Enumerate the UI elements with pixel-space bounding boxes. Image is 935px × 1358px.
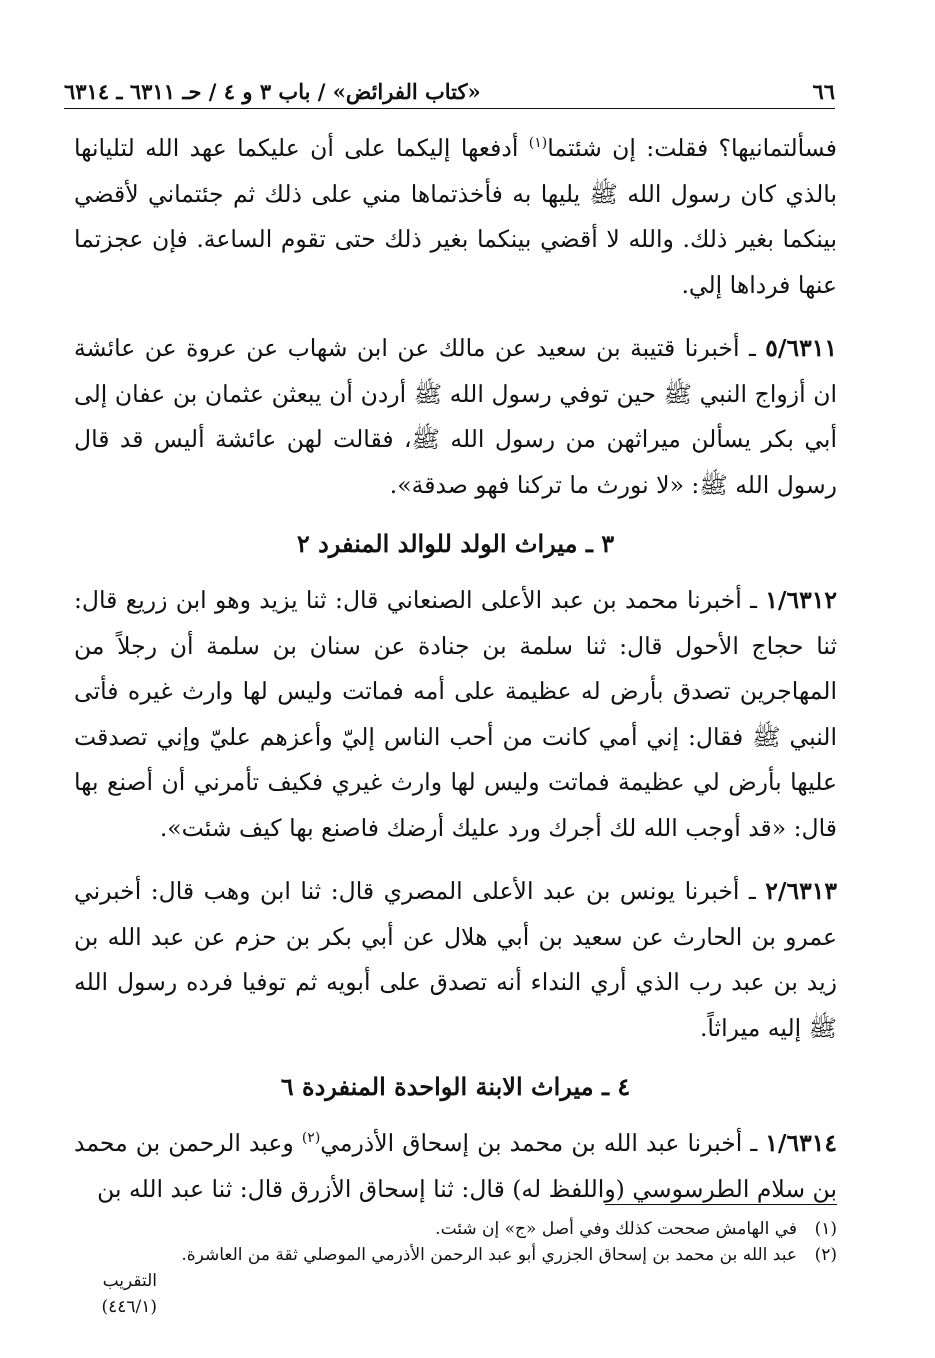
hadith-6312 <box>74 578 837 851</box>
page-header <box>64 64 835 109</box>
footnote-2 <box>74 1242 837 1268</box>
hadith-number: ١/٦٣١٢ <box>765 586 837 614</box>
footnote-text: في الهامش صححت كذلك وفي أصل «ج» إن شئت. <box>435 1219 797 1239</box>
footnote-divider <box>605 1204 837 1205</box>
main-text <box>74 126 837 1212</box>
hadith-6314 <box>74 1121 837 1212</box>
footnotes <box>74 1216 837 1320</box>
hadith-number: ١/٦٣١٤ <box>765 1129 837 1157</box>
paragraph-text: ـ أخبرنا قتيبة بن سعيد عن مالك عن ابن شهاب عن عروة عن عائشة ان أزواج النبي ﷺ حين توفي رسول الله ﷺ أردن أن يبعثن عثمان بن عفان إلى أبي بكر يسألن ميراثهن من رسول الله ﷺ، فقالت لهن عائشة أليس قد قال رسول الله ﷺ: «لا نورث ما تركنا فهو صدقة». <box>74 334 837 499</box>
running-title: «كتاب الفرائض» / باب ٣ و ٤ / حـ ٦٣١١ ـ ٦٣١٤ <box>64 79 481 104</box>
footnote-ref-2: (٢) <box>301 1130 321 1147</box>
paragraph-text: ـ أخبرنا عبد الله بن محمد بن إسحاق الأذرمي <box>320 1129 766 1157</box>
paragraph-text: فسألتمانيها؟ فقلت: إن شئتما <box>547 134 838 162</box>
paragraph-text: ـ أخبرنا محمد بن عبد الأعلى الصنعاني قال: ثنا يزيد وهو ابن زريع قال: ثنا حجاج الأحول قال: ثنا سلمة بن جنادة عن سنان بن سلمة أن رجلاً من المهاجرين تصدق بأرض له عظيمة على أمه فماتت وليس لها وارث غيره فأتى النبي ﷺ فقال: إني أمي كانت من أحب الناس إليّ وأعزهم عليّ وإني تصدقت عليها بأرض لي عظيمة فماتت وليس لها وارث غيري فكيف تأمرني أن أصنع بها قال: «قد أوجب الله لك أجرك ورد عليك أرضك فاصنع بها كيف شئت». <box>74 586 837 842</box>
section-heading-3: ٣ ـ ميراث الولد للوالد المنفرد ٢ <box>296 529 615 558</box>
paragraph-text: ـ أخبرنا يونس بن عبد الأعلى المصري قال: ثنا ابن وهب قال: أخبرني عمرو بن الحارث عن سعيد بن أبي هلال عن أبي بكر بن حزم عن عبد الله بن زيد بن عبد رب الذي أري النداء أنه تصدق على أبويه ثم توفيا فرده رسول الله ﷺ إليه ميراثاً. <box>74 877 837 1042</box>
footnote-number: (١) <box>814 1219 837 1239</box>
footnote-text: عبد الله بن محمد بن إسحاق الجزري أبو عبد الرحمن الأذرمي الموصلي ثقة من العاشرة. <box>181 1245 797 1265</box>
hadith-6313 <box>74 869 837 1051</box>
section-heading-4: ٤ ـ ميراث الابنة الواحدة المنفردة ٦ <box>280 1072 631 1101</box>
hadith-number: ٥/٦٣١١ <box>765 334 837 362</box>
hadith-number: ٢/٦٣١٣ <box>765 877 837 905</box>
footnote-number: (٢) <box>814 1245 837 1265</box>
footnote-1 <box>74 1216 837 1242</box>
page-number: ٦٦ <box>812 79 835 104</box>
paragraph-text: أدفعها إليكما على أن عليكما عهد الله لتليانها بالذي كان رسول الله ﷺ يليها به فأخذتماها مني على ذلك ثم جئتماني لأقضي بينكما بغير ذلك. والله لا أقضي بينكما بغير ذلك حتى تقوم الساعة. فإن عجزتما عنها فرداها إلي. <box>74 134 837 299</box>
hadith-6311 <box>74 326 837 508</box>
paragraph-1 <box>74 126 837 308</box>
footnote-source: التقريب (٤٤٦/١) <box>101 1271 157 1317</box>
footnote-ref-1: (١) <box>528 135 548 152</box>
paragraph-text: وعبد الرحمن بن محمد بن سلام الطرسوسي (واللفظ له) قال: ثنا إسحاق الأزرق قال: ثنا عبد الله بن <box>74 1129 837 1203</box>
